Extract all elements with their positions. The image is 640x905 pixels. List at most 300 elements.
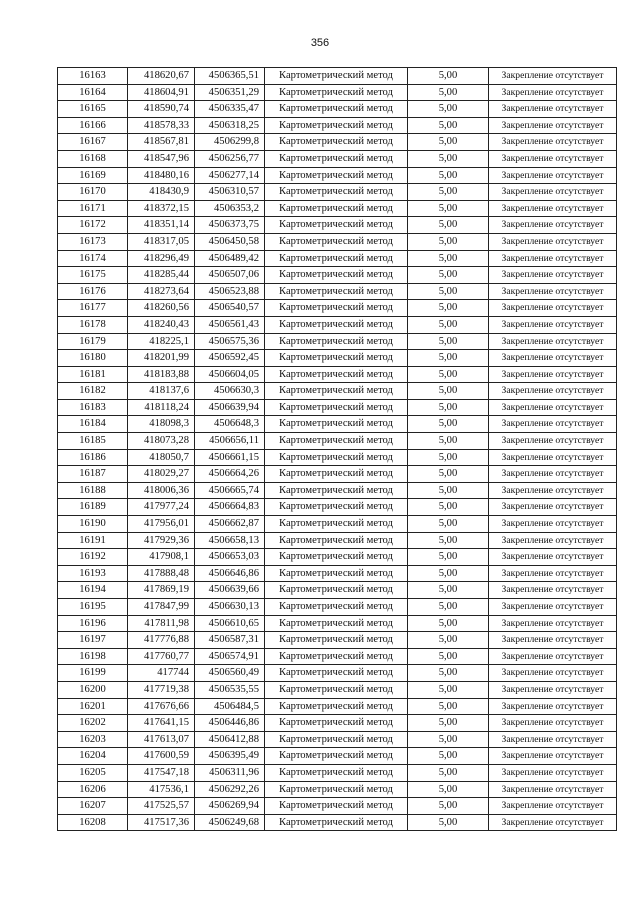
cell-fixing-note: Закрепление отсутствует (489, 499, 617, 516)
cell-y-coordinate: 4506648,3 (195, 416, 265, 433)
cell-y-coordinate: 4506277,14 (195, 167, 265, 184)
cell-accuracy: 5,00 (408, 798, 489, 815)
table-row (58, 433, 617, 450)
cell-fixing-note: Закрепление отсутствует (489, 482, 617, 499)
cell-x-coordinate: 417847,99 (128, 599, 195, 616)
cell-fixing-note: Закрепление отсутствует (489, 366, 617, 383)
cell-x-coordinate: 417811,98 (128, 615, 195, 632)
cell-fixing-note: Закрепление отсутствует (489, 681, 617, 698)
cell-fixing-note: Закрепление отсутствует (489, 764, 617, 781)
cell-method: Картометрический метод (265, 715, 408, 732)
table-row (58, 516, 617, 533)
table-row (58, 582, 617, 599)
cell-point-number: 16167 (58, 134, 128, 151)
cell-y-coordinate: 4506353,2 (195, 200, 265, 217)
cell-y-coordinate: 4506335,47 (195, 101, 265, 118)
cell-fixing-note: Закрепление отсутствует (489, 283, 617, 300)
cell-fixing-note: Закрепление отсутствует (489, 267, 617, 284)
cell-point-number: 16184 (58, 416, 128, 433)
table-row (58, 200, 617, 217)
cell-x-coordinate: 417641,15 (128, 715, 195, 732)
cell-x-coordinate: 417547,18 (128, 764, 195, 781)
cell-method: Картометрический метод (265, 117, 408, 134)
cell-x-coordinate: 418137,6 (128, 383, 195, 400)
cell-x-coordinate: 418006,36 (128, 482, 195, 499)
table-row (58, 798, 617, 815)
cell-fixing-note: Закрепление отсутствует (489, 698, 617, 715)
cell-fixing-note: Закрепление отсутствует (489, 200, 617, 217)
cell-x-coordinate: 418201,99 (128, 350, 195, 367)
cell-point-number: 16180 (58, 350, 128, 367)
cell-accuracy: 5,00 (408, 466, 489, 483)
cell-method: Картометрический метод (265, 565, 408, 582)
table-row (58, 681, 617, 698)
cell-accuracy: 5,00 (408, 68, 489, 85)
table-row (58, 150, 617, 167)
cell-method: Картометрический метод (265, 300, 408, 317)
cell-y-coordinate: 4506665,74 (195, 482, 265, 499)
cell-accuracy: 5,00 (408, 731, 489, 748)
cell-method: Картометрический метод (265, 615, 408, 632)
cell-fixing-note: Закрепление отсутствует (489, 748, 617, 765)
cell-x-coordinate: 417525,57 (128, 798, 195, 815)
cell-method: Картометрический метод (265, 433, 408, 450)
table-row (58, 665, 617, 682)
cell-point-number: 16191 (58, 532, 128, 549)
table-row (58, 416, 617, 433)
cell-y-coordinate: 4506310,57 (195, 184, 265, 201)
cell-accuracy: 5,00 (408, 117, 489, 134)
cell-accuracy: 5,00 (408, 300, 489, 317)
cell-accuracy: 5,00 (408, 549, 489, 566)
cell-fixing-note: Закрепление отсутствует (489, 466, 617, 483)
cell-y-coordinate: 4506592,45 (195, 350, 265, 367)
cell-method: Картометрический метод (265, 167, 408, 184)
table-row (58, 814, 617, 831)
cell-fixing-note: Закрепление отсутствует (489, 449, 617, 466)
cell-accuracy: 5,00 (408, 283, 489, 300)
cell-point-number: 16182 (58, 383, 128, 400)
table-row (58, 300, 617, 317)
cell-method: Картометрический метод (265, 814, 408, 831)
cell-y-coordinate: 4506630,13 (195, 599, 265, 616)
cell-accuracy: 5,00 (408, 316, 489, 333)
cell-y-coordinate: 4506587,31 (195, 632, 265, 649)
cell-accuracy: 5,00 (408, 366, 489, 383)
cell-accuracy: 5,00 (408, 250, 489, 267)
cell-point-number: 16198 (58, 648, 128, 665)
cell-fixing-note: Закрепление отсутствует (489, 316, 617, 333)
cell-x-coordinate: 417719,38 (128, 681, 195, 698)
cell-x-coordinate: 417956,01 (128, 516, 195, 533)
cell-y-coordinate: 4506662,87 (195, 516, 265, 533)
cell-method: Картометрический метод (265, 532, 408, 549)
cell-method: Картометрический метод (265, 200, 408, 217)
cell-y-coordinate: 4506507,06 (195, 267, 265, 284)
cell-y-coordinate: 4506292,26 (195, 781, 265, 798)
cell-method: Картометрический метод (265, 84, 408, 101)
cell-point-number: 16169 (58, 167, 128, 184)
cell-fixing-note: Закрепление отсутствует (489, 516, 617, 533)
table-row (58, 101, 617, 118)
cell-accuracy: 5,00 (408, 516, 489, 533)
cell-x-coordinate: 417977,24 (128, 499, 195, 516)
table-row (58, 68, 617, 85)
cell-y-coordinate: 4506604,05 (195, 366, 265, 383)
cell-y-coordinate: 4506646,86 (195, 565, 265, 582)
cell-method: Картометрический метод (265, 101, 408, 118)
cell-fixing-note: Закрепление отсутствует (489, 814, 617, 831)
cell-fixing-note: Закрепление отсутствует (489, 84, 617, 101)
cell-accuracy: 5,00 (408, 267, 489, 284)
cell-y-coordinate: 4506446,86 (195, 715, 265, 732)
cell-method: Картометрический метод (265, 316, 408, 333)
cell-fixing-note: Закрепление отсутствует (489, 798, 617, 815)
cell-accuracy: 5,00 (408, 134, 489, 151)
cell-method: Картометрический метод (265, 582, 408, 599)
cell-method: Картометрический метод (265, 482, 408, 499)
cell-x-coordinate: 418567,81 (128, 134, 195, 151)
cell-x-coordinate: 418480,16 (128, 167, 195, 184)
cell-x-coordinate: 418590,74 (128, 101, 195, 118)
table-row (58, 764, 617, 781)
cell-point-number: 16176 (58, 283, 128, 300)
table-row (58, 499, 617, 516)
cell-fixing-note: Закрепление отсутствует (489, 150, 617, 167)
cell-method: Картометрический метод (265, 698, 408, 715)
cell-accuracy: 5,00 (408, 482, 489, 499)
cell-method: Картометрический метод (265, 648, 408, 665)
cell-x-coordinate: 417536,1 (128, 781, 195, 798)
cell-method: Картометрический метод (265, 499, 408, 516)
cell-method: Картометрический метод (265, 250, 408, 267)
cell-point-number: 16200 (58, 681, 128, 698)
cell-fixing-note: Закрепление отсутствует (489, 549, 617, 566)
cell-y-coordinate: 4506535,55 (195, 681, 265, 698)
table-row (58, 599, 617, 616)
table-row (58, 565, 617, 582)
cell-point-number: 16205 (58, 764, 128, 781)
cell-accuracy: 5,00 (408, 781, 489, 798)
table-row (58, 84, 617, 101)
table-row (58, 117, 617, 134)
table-row (58, 399, 617, 416)
table-row (58, 549, 617, 566)
table-row (58, 383, 617, 400)
cell-method: Картометрический метод (265, 283, 408, 300)
cell-y-coordinate: 4506664,83 (195, 499, 265, 516)
cell-x-coordinate: 418273,64 (128, 283, 195, 300)
cell-accuracy: 5,00 (408, 101, 489, 118)
cell-fixing-note: Закрепление отсутствует (489, 731, 617, 748)
cell-y-coordinate: 4506540,57 (195, 300, 265, 317)
cell-y-coordinate: 4506653,03 (195, 549, 265, 566)
cell-method: Картометрический метод (265, 681, 408, 698)
table-row (58, 632, 617, 649)
cell-method: Картометрический метод (265, 233, 408, 250)
cell-accuracy: 5,00 (408, 433, 489, 450)
cell-x-coordinate: 417908,1 (128, 549, 195, 566)
cell-y-coordinate: 4506269,94 (195, 798, 265, 815)
cell-point-number: 16195 (58, 599, 128, 616)
cell-point-number: 16185 (58, 433, 128, 450)
cell-fixing-note: Закрепление отсутствует (489, 383, 617, 400)
cell-x-coordinate: 418118,24 (128, 399, 195, 416)
cell-fixing-note: Закрепление отсутствует (489, 416, 617, 433)
cell-x-coordinate: 417929,36 (128, 532, 195, 549)
table-row (58, 366, 617, 383)
cell-accuracy: 5,00 (408, 565, 489, 582)
cell-accuracy: 5,00 (408, 416, 489, 433)
cell-point-number: 16207 (58, 798, 128, 815)
cell-method: Картометрический метод (265, 466, 408, 483)
cell-point-number: 16193 (58, 565, 128, 582)
cell-x-coordinate: 417760,77 (128, 648, 195, 665)
cell-y-coordinate: 4506561,43 (195, 316, 265, 333)
table-row (58, 715, 617, 732)
cell-accuracy: 5,00 (408, 150, 489, 167)
cell-fixing-note: Закрепление отсутствует (489, 532, 617, 549)
page-number: 356 (310, 37, 330, 49)
cell-x-coordinate: 417676,66 (128, 698, 195, 715)
cell-accuracy: 5,00 (408, 399, 489, 416)
cell-point-number: 16206 (58, 781, 128, 798)
cell-accuracy: 5,00 (408, 764, 489, 781)
coordinates-table (57, 67, 617, 831)
cell-accuracy: 5,00 (408, 615, 489, 632)
cell-method: Картометрический метод (265, 764, 408, 781)
cell-point-number: 16201 (58, 698, 128, 715)
cell-point-number: 16186 (58, 449, 128, 466)
table-row (58, 648, 617, 665)
cell-point-number: 16203 (58, 731, 128, 748)
cell-x-coordinate: 417517,36 (128, 814, 195, 831)
cell-accuracy: 5,00 (408, 217, 489, 234)
cell-method: Картометрический метод (265, 516, 408, 533)
cell-accuracy: 5,00 (408, 167, 489, 184)
cell-method: Картометрический метод (265, 350, 408, 367)
cell-fixing-note: Закрепление отсутствует (489, 333, 617, 350)
cell-point-number: 16197 (58, 632, 128, 649)
table-row (58, 466, 617, 483)
cell-method: Картометрический метод (265, 184, 408, 201)
cell-fixing-note: Закрепление отсутствует (489, 715, 617, 732)
cell-point-number: 16194 (58, 582, 128, 599)
cell-point-number: 16188 (58, 482, 128, 499)
cell-point-number: 16204 (58, 748, 128, 765)
cell-fixing-note: Закрепление отсутствует (489, 350, 617, 367)
cell-method: Картометрический метод (265, 665, 408, 682)
table-row (58, 283, 617, 300)
cell-accuracy: 5,00 (408, 814, 489, 831)
cell-y-coordinate: 4506299,8 (195, 134, 265, 151)
cell-y-coordinate: 4506373,75 (195, 217, 265, 234)
cell-point-number: 16181 (58, 366, 128, 383)
cell-accuracy: 5,00 (408, 748, 489, 765)
cell-x-coordinate: 418260,56 (128, 300, 195, 317)
cell-fixing-note: Закрепление отсутствует (489, 648, 617, 665)
cell-accuracy: 5,00 (408, 599, 489, 616)
cell-y-coordinate: 4506610,65 (195, 615, 265, 632)
cell-point-number: 16173 (58, 233, 128, 250)
cell-fixing-note: Закрепление отсутствует (489, 665, 617, 682)
cell-fixing-note: Закрепление отсутствует (489, 433, 617, 450)
cell-accuracy: 5,00 (408, 532, 489, 549)
cell-y-coordinate: 4506412,88 (195, 731, 265, 748)
cell-x-coordinate: 417869,19 (128, 582, 195, 599)
table-row (58, 698, 617, 715)
cell-method: Картометрический метод (265, 449, 408, 466)
cell-fixing-note: Закрепление отсутствует (489, 399, 617, 416)
cell-accuracy: 5,00 (408, 449, 489, 466)
cell-x-coordinate: 418372,15 (128, 200, 195, 217)
cell-point-number: 16196 (58, 615, 128, 632)
cell-fixing-note: Закрепление отсутствует (489, 184, 617, 201)
cell-accuracy: 5,00 (408, 333, 489, 350)
cell-accuracy: 5,00 (408, 499, 489, 516)
cell-x-coordinate: 418296,49 (128, 250, 195, 267)
cell-method: Картометрический метод (265, 798, 408, 815)
cell-accuracy: 5,00 (408, 383, 489, 400)
table-row (58, 449, 617, 466)
cell-fixing-note: Закрепление отсутствует (489, 117, 617, 134)
cell-method: Картометрический метод (265, 383, 408, 400)
cell-point-number: 16190 (58, 516, 128, 533)
cell-point-number: 16177 (58, 300, 128, 317)
cell-y-coordinate: 4506311,96 (195, 764, 265, 781)
table-row (58, 781, 617, 798)
cell-fixing-note: Закрепление отсутствует (489, 68, 617, 85)
table-row (58, 350, 617, 367)
cell-method: Картометрический метод (265, 748, 408, 765)
cell-fixing-note: Закрепление отсутствует (489, 134, 617, 151)
table-row (58, 748, 617, 765)
cell-fixing-note: Закрепление отсутствует (489, 300, 617, 317)
table-row (58, 134, 617, 151)
cell-y-coordinate: 4506560,49 (195, 665, 265, 682)
cell-x-coordinate: 418073,28 (128, 433, 195, 450)
cell-method: Картометрический метод (265, 632, 408, 649)
table-body (58, 68, 617, 831)
cell-y-coordinate: 4506365,51 (195, 68, 265, 85)
cell-point-number: 16199 (58, 665, 128, 682)
cell-x-coordinate: 418098,3 (128, 416, 195, 433)
table-row (58, 482, 617, 499)
cell-point-number: 16164 (58, 84, 128, 101)
cell-point-number: 16172 (58, 217, 128, 234)
cell-fixing-note: Закрепление отсутствует (489, 233, 617, 250)
cell-x-coordinate: 417744 (128, 665, 195, 682)
cell-point-number: 16187 (58, 466, 128, 483)
cell-y-coordinate: 4506639,94 (195, 399, 265, 416)
cell-y-coordinate: 4506351,29 (195, 84, 265, 101)
cell-x-coordinate: 418620,67 (128, 68, 195, 85)
cell-fixing-note: Закрепление отсутствует (489, 101, 617, 118)
cell-x-coordinate: 418285,44 (128, 267, 195, 284)
cell-method: Картометрический метод (265, 333, 408, 350)
cell-fixing-note: Закрепление отсутствует (489, 167, 617, 184)
cell-method: Картометрический метод (265, 599, 408, 616)
cell-x-coordinate: 418225,1 (128, 333, 195, 350)
cell-point-number: 16202 (58, 715, 128, 732)
cell-method: Картометрический метод (265, 781, 408, 798)
cell-y-coordinate: 4506450,58 (195, 233, 265, 250)
cell-y-coordinate: 4506661,15 (195, 449, 265, 466)
cell-y-coordinate: 4506523,88 (195, 283, 265, 300)
cell-x-coordinate: 418547,96 (128, 150, 195, 167)
table-row (58, 532, 617, 549)
cell-y-coordinate: 4506575,36 (195, 333, 265, 350)
cell-point-number: 16166 (58, 117, 128, 134)
cell-accuracy: 5,00 (408, 665, 489, 682)
cell-point-number: 16208 (58, 814, 128, 831)
cell-method: Картометрический метод (265, 399, 408, 416)
cell-accuracy: 5,00 (408, 632, 489, 649)
cell-method: Картометрический метод (265, 150, 408, 167)
cell-x-coordinate: 418029,27 (128, 466, 195, 483)
cell-method: Картометрический метод (265, 416, 408, 433)
cell-accuracy: 5,00 (408, 648, 489, 665)
table-row (58, 217, 617, 234)
cell-x-coordinate: 417613,07 (128, 731, 195, 748)
cell-fixing-note: Закрепление отсутствует (489, 599, 617, 616)
cell-y-coordinate: 4506484,5 (195, 698, 265, 715)
table-row (58, 250, 617, 267)
table-row (58, 731, 617, 748)
cell-x-coordinate: 418578,33 (128, 117, 195, 134)
cell-x-coordinate: 418183,88 (128, 366, 195, 383)
cell-fixing-note: Закрепление отсутствует (489, 250, 617, 267)
cell-method: Картометрический метод (265, 68, 408, 85)
cell-method: Картометрический метод (265, 217, 408, 234)
cell-point-number: 16179 (58, 333, 128, 350)
cell-point-number: 16170 (58, 184, 128, 201)
cell-y-coordinate: 4506395,49 (195, 748, 265, 765)
cell-accuracy: 5,00 (408, 698, 489, 715)
cell-x-coordinate: 418240,43 (128, 316, 195, 333)
table-row (58, 333, 617, 350)
cell-x-coordinate: 417888,48 (128, 565, 195, 582)
cell-accuracy: 5,00 (408, 350, 489, 367)
cell-y-coordinate: 4506574,91 (195, 648, 265, 665)
cell-accuracy: 5,00 (408, 715, 489, 732)
cell-accuracy: 5,00 (408, 582, 489, 599)
cell-fixing-note: Закрепление отсутствует (489, 781, 617, 798)
cell-point-number: 16189 (58, 499, 128, 516)
cell-method: Картометрический метод (265, 267, 408, 284)
cell-x-coordinate: 418351,14 (128, 217, 195, 234)
cell-accuracy: 5,00 (408, 233, 489, 250)
cell-x-coordinate: 418430,9 (128, 184, 195, 201)
cell-x-coordinate: 418604,91 (128, 84, 195, 101)
cell-fixing-note: Закрепление отсутствует (489, 632, 617, 649)
cell-point-number: 16175 (58, 267, 128, 284)
table-row (58, 316, 617, 333)
table-row (58, 615, 617, 632)
cell-accuracy: 5,00 (408, 184, 489, 201)
cell-fixing-note: Закрепление отсутствует (489, 565, 617, 582)
cell-accuracy: 5,00 (408, 200, 489, 217)
cell-y-coordinate: 4506318,25 (195, 117, 265, 134)
cell-point-number: 16178 (58, 316, 128, 333)
cell-point-number: 16183 (58, 399, 128, 416)
table-row (58, 233, 617, 250)
cell-x-coordinate: 418317,05 (128, 233, 195, 250)
cell-point-number: 16174 (58, 250, 128, 267)
cell-y-coordinate: 4506489,42 (195, 250, 265, 267)
cell-fixing-note: Закрепление отсутствует (489, 615, 617, 632)
cell-x-coordinate: 417600,59 (128, 748, 195, 765)
